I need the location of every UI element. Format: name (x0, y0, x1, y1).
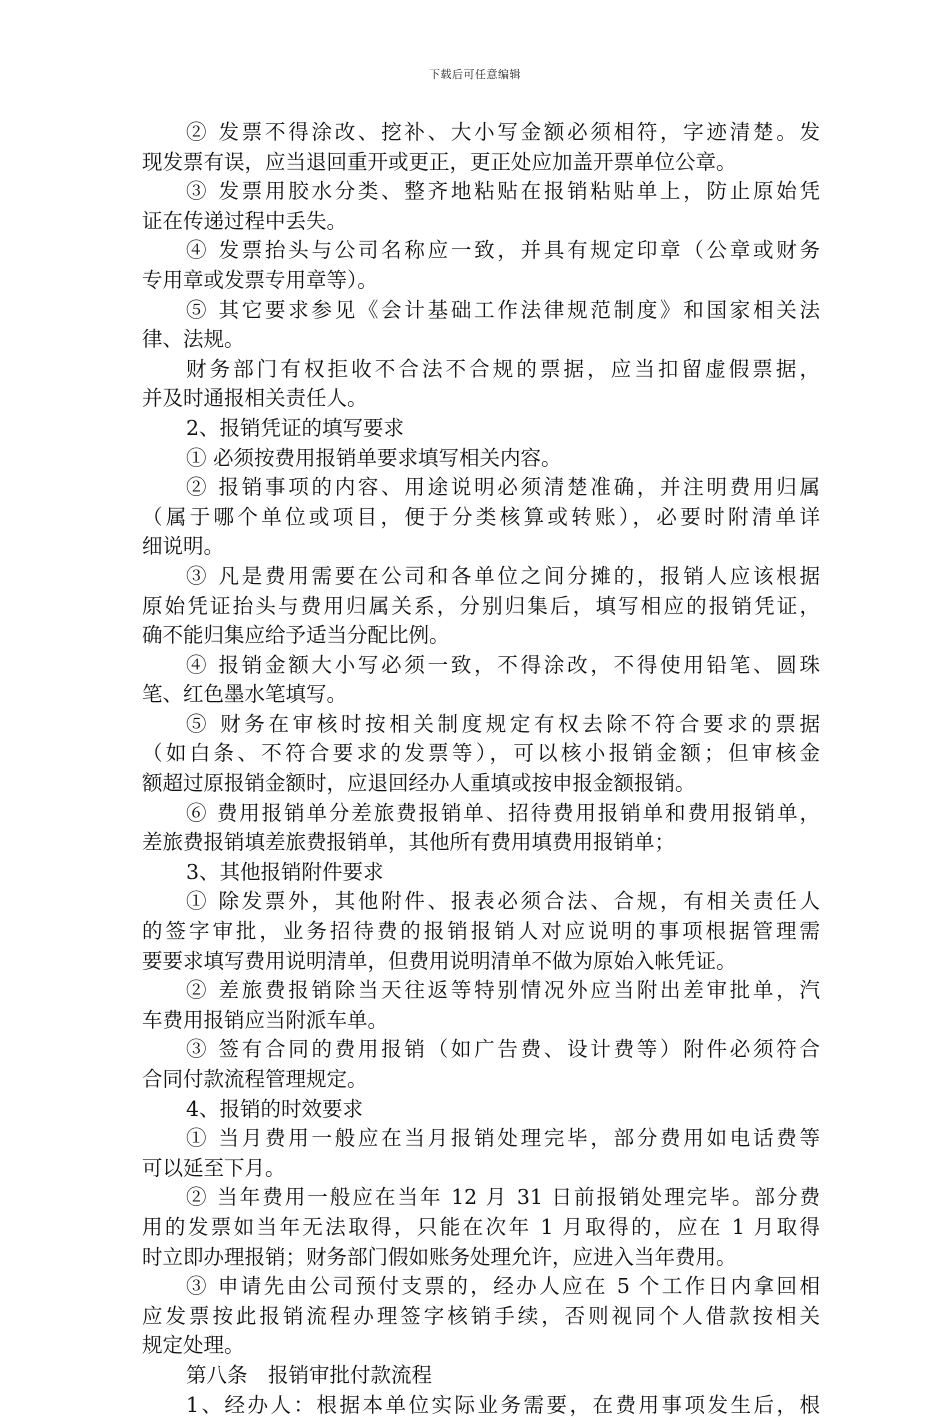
text-line: ② 报销事项的内容、用途说明必须清楚准确，并注明费用归属 (186, 475, 820, 500)
text-line: 专用章或发票专用章等）。 (142, 267, 378, 292)
text-line: ② 发票不得涂改、挖补、大小写金额必须相符，字迹清楚。发 (186, 120, 820, 144)
text-line: 3、其他报销附件要求 (186, 859, 384, 884)
text-line: 财务部门有权拒收不合法不合规的票据，应当扣留虚假票据， (186, 356, 820, 381)
text-line: ③ 签有合同的费用报销（如广告费、设计费等）附件必须符合 (186, 1037, 820, 1062)
text-line: ① 除发票外，其他附件、报表必须合法、合规，有相关责任人 (186, 889, 820, 914)
text-line: ③ 凡是费用需要在公司和各单位之间分摊的，报销人应该根据 (186, 563, 820, 588)
text-line: ④ 报销金额大小写必须一致，不得涂改，不得使用铅笔、圆珠 (186, 652, 820, 677)
text-line: ② 差旅费报销除当天往返等特别情况外应当附出差审批单，汽 (186, 978, 820, 1003)
text-line: ⑥ 费用报销单分差旅费报销单、招待费用报销单和费用报销单， (186, 800, 820, 825)
text-line: 的签字审批，业务招待费的报销报销人对应说明的事项根据管理需 (142, 919, 820, 944)
text-line: 应发票按此报销流程办理签字核销手续，否则视同个人借款按相关 (142, 1303, 820, 1328)
text-line: 证在传递过程中丢失。 (142, 208, 347, 233)
text-line: 要要求填写费用说明清单，但费用说明清单不做为原始入帐凭证。 (142, 948, 737, 973)
text-line: ⑤ 财务在审核时按相关制度规定有权去除不符合要求的票据 (186, 711, 820, 736)
text-line: 额超过原报销金额时，应退回经办人重填或按申报金额报销。 (142, 771, 696, 796)
text-line: 用的发票如当年无法取得，只能在次年 1 月取得的，应在 1 月取得 (142, 1214, 820, 1239)
text-line: ⑤ 其它要求参见《会计基础工作法律规范制度》和国家相关法 (186, 297, 820, 322)
text-line: 1、经办人：根据本单位实际业务需要，在费用事项发生后，根 (186, 1392, 820, 1417)
text-line: 车费用报销应当附派车单。 (142, 1007, 388, 1032)
text-line: 可以延至下月。 (142, 1155, 286, 1180)
text-line: 笔、红色墨水笔填写。 (142, 682, 347, 707)
text-line: 时立即办理报销；财务部门假如账务处理允许，应进入当年费用。 (142, 1244, 737, 1269)
page-header: 下载后可任意编辑 (429, 68, 521, 81)
text-line: ④ 发票抬头与公司名称应一致，并具有规定印章（公章或财务 (186, 238, 820, 263)
text-line: 4、报销的时效要求 (186, 1096, 364, 1121)
text-line: （属于哪个单位或项目，便于分类核算或转账），必要时附清单详 (142, 504, 820, 529)
text-line: ② 当年费用一般应在当年 12 月 31 日前报销处理完毕。部分费 (186, 1185, 820, 1210)
text-line: 原始凭证抬头与费用归属关系，分别归集后，填写相应的报销凭证， (142, 593, 820, 618)
text-line: ① 当月费用一般应在当月报销处理完毕，部分费用如电话费等 (186, 1126, 820, 1151)
text-line: （如白条、不符合要求的发票等），可以核小报销金额；但审核金 (142, 741, 820, 766)
text-line: 现发票有误，应当退回重开或更正，更正处应加盖开票单位公章。 (142, 149, 737, 174)
text-line: 细说明。 (142, 534, 224, 559)
text-line: 规定处理。 (142, 1333, 245, 1358)
document-body (142, 118, 820, 1420)
text-line: 并及时通报相关责任人。 (142, 386, 368, 411)
text-line: ③ 申请先由公司预付支票的，经办人应在 5 个工作日内拿回相 (186, 1274, 820, 1299)
text-line: ① 必须按费用报销单要求填写相关内容。 (186, 445, 562, 470)
text-line: 2、报销凭证的填写要求 (186, 415, 405, 440)
text-line: 律、法规。 (142, 327, 245, 352)
text-line: 差旅费报销填差旅费报销单，其他所有费用填费用报销单； (142, 830, 675, 855)
text-line: 第八条 报销审批付款流程 (186, 1362, 432, 1387)
text-line: 合同付款流程管理规定。 (142, 1067, 368, 1091)
text-line: ③ 发票用胶水分类、整齐地粘贴在报销粘贴单上，防止原始凭 (186, 179, 820, 204)
text-line: 确不能归集应给予适当分配比例。 (142, 623, 450, 648)
